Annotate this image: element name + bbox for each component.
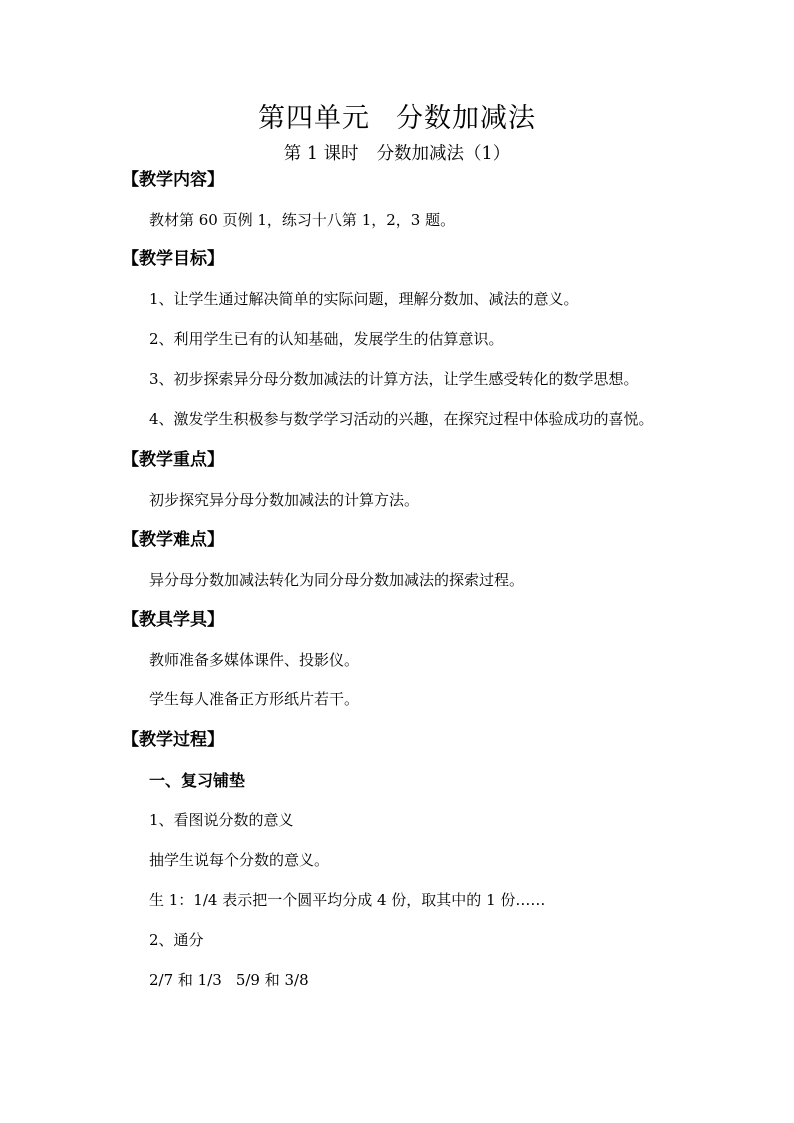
unit-topic: 分数加减法 xyxy=(396,103,536,134)
heading-process: 【教学过程】 xyxy=(122,730,224,750)
lesson-topic: 分数加减法（1） xyxy=(376,144,511,164)
process-line-1: 1、看图说分数的意义 xyxy=(149,811,294,829)
goal-line-2: 2、利用学生已有的认知基础，发展学生的估算意识。 xyxy=(149,330,504,348)
fraction-pairs-line xyxy=(149,973,309,988)
content-line-1: 教材第 60 页例 1，练习十八第 1，2，3 题。 xyxy=(149,211,456,229)
heading-key-points: 【教学重点】 xyxy=(122,450,224,470)
tools-line-2: 学生每人准备正方形纸片若干。 xyxy=(149,690,360,708)
heading-tools: 【教具学具】 xyxy=(122,610,224,630)
difficulty-line-1: 异分母分数加减法转化为同分母分数加减法的探索过程。 xyxy=(149,571,525,589)
goal-line-1: 1、让学生通过解决简单的实际问题，理解分数加、减法的意义。 xyxy=(149,290,579,308)
key-point-line-1: 初步探究异分母分数加减法的计算方法。 xyxy=(149,491,420,509)
heading-difficulties: 【教学难点】 xyxy=(122,530,224,550)
fraction-pair-2: 5/9 和 3/8 xyxy=(235,971,309,989)
heading-content: 【教学内容】 xyxy=(122,170,224,190)
process-line-3: 生 1：1/4 表示把一个圆平均分成 4 份，取其中的 1 份…… xyxy=(149,891,546,909)
fraction-pair-1: 2/7 和 1/3 xyxy=(149,971,222,989)
process-line-4: 2、通分 xyxy=(149,931,204,949)
heading-goals: 【教学目标】 xyxy=(122,249,224,269)
goal-line-4: 4、激发学生积极参与数学学习活动的兴趣，在探究过程中体验成功的喜悦。 xyxy=(149,410,654,428)
lesson-number: 第 1 课时 xyxy=(283,144,359,164)
tools-line-1: 教师准备多媒体课件、投影仪。 xyxy=(149,651,360,669)
page-title xyxy=(0,105,794,132)
goal-line-3: 3、初步探索异分母分数加减法的计算方法，让学生感受转化的数学思想。 xyxy=(149,370,639,388)
process-line-2: 抽学生说每个分数的意义。 xyxy=(149,851,330,869)
unit-label: 第四单元 xyxy=(258,103,370,134)
lesson-subtitle xyxy=(0,146,794,164)
process-part-1-title: 一、复习铺垫 xyxy=(149,771,246,790)
